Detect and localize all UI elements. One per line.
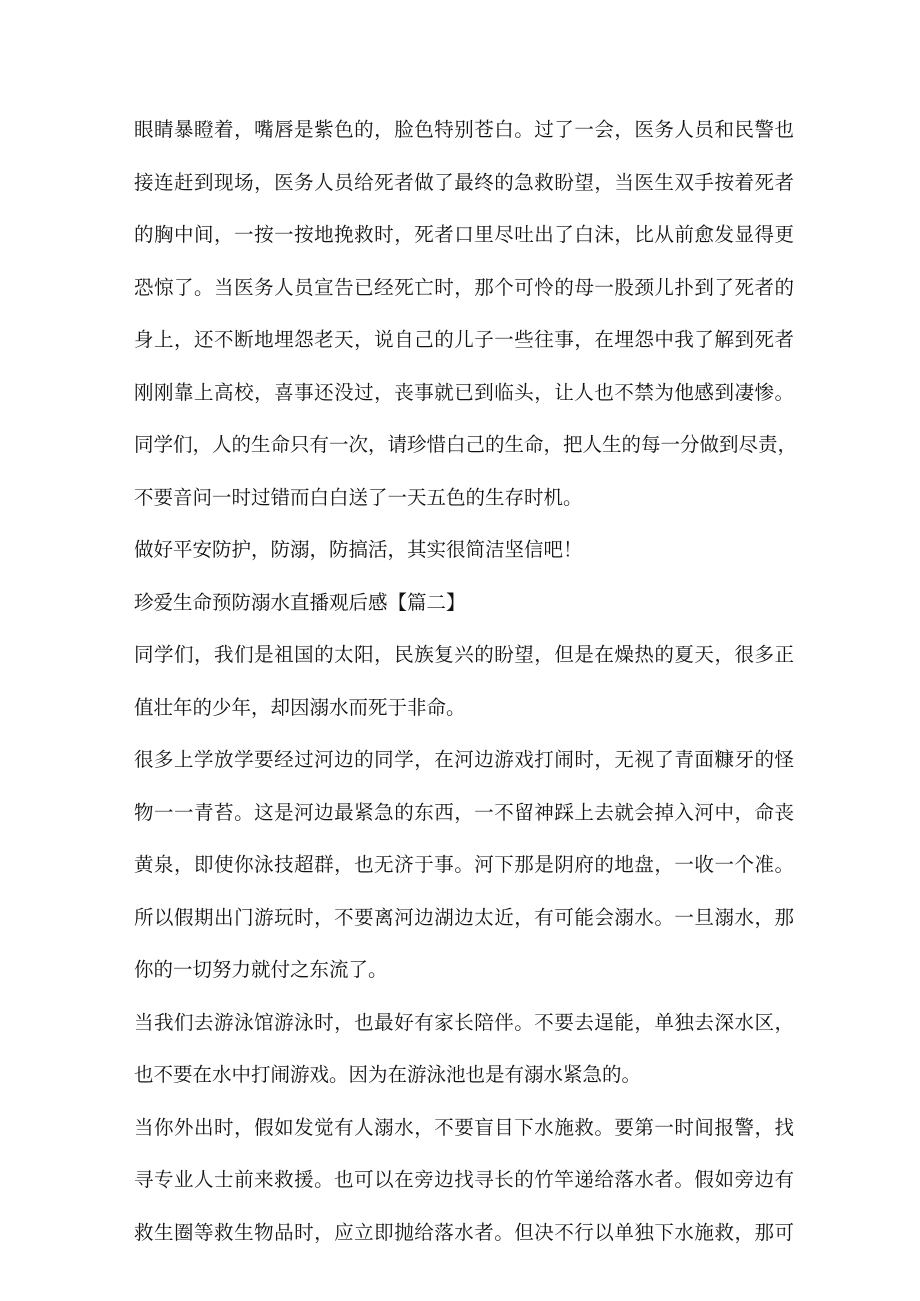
text-line-2: 接连赶到现场，医务人员给死者做了最终的急救盼望，当医生双手按着死者 bbox=[134, 171, 794, 194]
text-line-22: 救生圈等救生物品时，应立即抛给落水者。但决不行以单独下水施救，那可 bbox=[134, 1221, 794, 1244]
text-line-21: 寻专业人士前来救援。也可以在旁边找寻长的竹竿递给落水者。假如旁边有 bbox=[134, 1168, 794, 1191]
text-line-1: 眼睛暴瞪着，嘴唇是紫色的，脸色特别苍白。过了一会，医务人员和民警也 bbox=[134, 118, 794, 141]
text-line-12: 值壮年的少年，却因溺水而死于非命。 bbox=[134, 696, 466, 719]
text-line-9: 做好平安防护，防溺，防搞活，其实很简洁坚信吧！ bbox=[134, 538, 583, 561]
text-line-19: 也不要在水中打闹游戏。因为在游泳池也是有溺水紧急的。 bbox=[134, 1063, 642, 1086]
text-line-7: 同学们，人的生命只有一次，请珍惜白己的生命，把人生的每一分做到尽责， bbox=[134, 433, 798, 456]
text-line-3: 的胸中间，一按一按地挽救时，死者口里尽吐出了白沫，比从前愈发显得更 bbox=[134, 223, 794, 246]
text-line-15: 黄泉，即使你泳技超群，也无济于事。河下那是阴府的地盘，一收一个准。 bbox=[134, 853, 794, 876]
text-line-14: 物一一青苔。这是河边最紧急的东西，一不留神踩上去就会掉入河中，命丧 bbox=[134, 801, 794, 824]
text-line-16: 所以假期出门游玩时，不要离河边湖边太近，有可能会溺水。一旦溺水，那 bbox=[134, 906, 794, 929]
text-line-20: 当你外出时，假如发觉有人溺水，不要盲目下水施救。要第一时间报警，找 bbox=[134, 1116, 794, 1139]
text-line-6: 刚刚靠上高校，喜事还没过，丧事就已到临头，让人也不禁为他感到凄惨。 bbox=[134, 381, 794, 404]
text-line-5: 身上，还不断地埋怨老天，说自己的儿子一些往事，在埋怨中我了解到死者 bbox=[134, 328, 794, 351]
text-line-17: 你的一切努力就付之东流了。 bbox=[134, 958, 388, 981]
text-line-11: 同学们，我们是祖国的太阳，民族复兴的盼望，但是在燥热的夏天，很多正 bbox=[134, 643, 794, 666]
text-line-18: 当我们去游泳馆游泳时，也最好有家长陪伴。不要去逞能，单独去深水区， bbox=[134, 1011, 794, 1034]
text-line-13: 很多上学放学要经过河边的同学，在河边游戏打闹时，无视了青面糠牙的怪 bbox=[134, 748, 794, 771]
section-heading: 珍爱生命预防溺水直播观后感【篇二】 bbox=[134, 591, 466, 614]
text-line-8: 不要音问一时过错而白白送了一天五色的生存时机。 bbox=[134, 486, 583, 509]
text-line-4: 恐惊了。当医务人员宣告已经死亡时，那个可怜的母一股颈儿扑到了死者的 bbox=[134, 276, 794, 299]
